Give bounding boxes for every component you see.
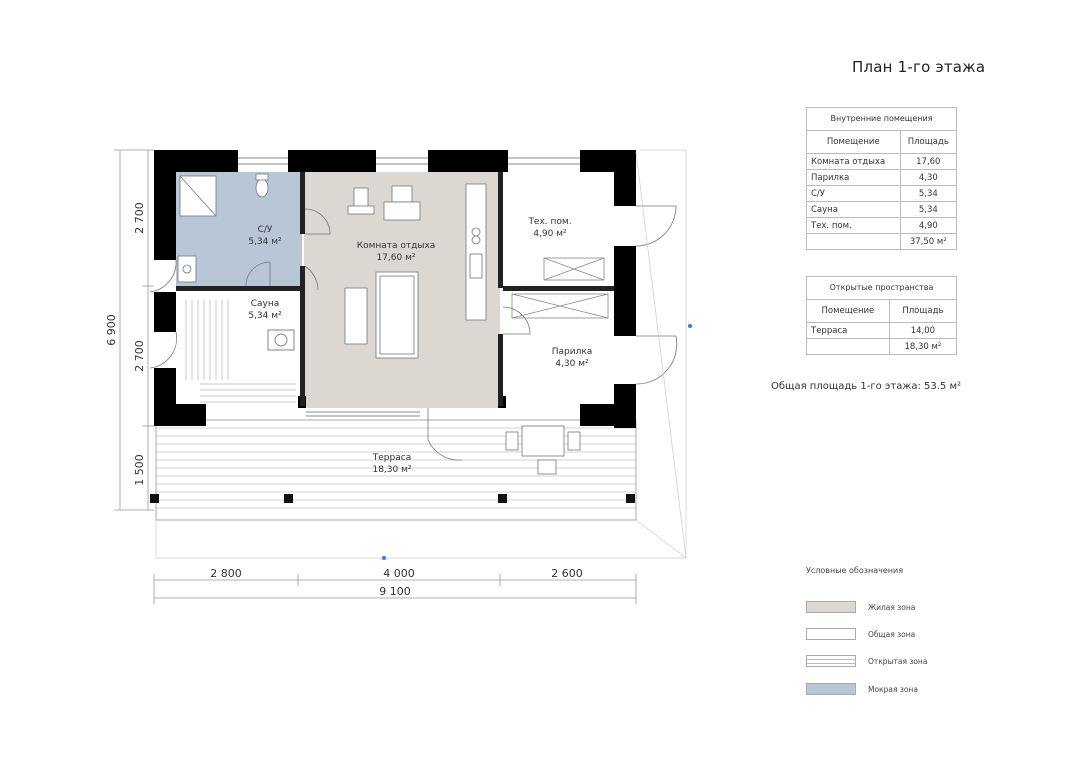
legend-label: Жилая зона xyxy=(868,602,916,612)
legend-swatch xyxy=(806,655,856,667)
legend-item-wet xyxy=(806,682,918,696)
room-label-bathroom: С/У xyxy=(257,225,273,235)
legend-swatch xyxy=(806,683,856,695)
dim-left-total: 6 900 xyxy=(105,314,118,346)
table-row xyxy=(807,186,957,202)
table-header: Помещение xyxy=(807,300,890,323)
room-label-steam: Парилка xyxy=(551,347,593,357)
table-row xyxy=(807,154,957,170)
legend-label: Мокрая зона xyxy=(868,684,918,694)
table-row xyxy=(807,170,957,186)
room-area-terrace: 18,30 м² xyxy=(372,465,412,475)
dim-left-1: 2 700 xyxy=(133,202,146,234)
table-row xyxy=(807,323,957,339)
dim-total-width: 9 100 xyxy=(379,585,411,598)
table-cell xyxy=(807,339,890,355)
marker-dot xyxy=(688,324,692,328)
inner-table-caption: Внутренние помещения xyxy=(806,107,957,130)
legend-item-open xyxy=(806,654,927,668)
table-header: Помещение xyxy=(807,131,901,154)
room-label-living: Комната отдыха xyxy=(356,241,436,251)
room-label-tech: Тех. пом. xyxy=(528,217,572,227)
table-cell: 4,90 xyxy=(900,218,956,234)
room-area-sauna: 5,34 м² xyxy=(248,311,282,321)
table-cell: 17,60 xyxy=(900,154,956,170)
table-header: Площадь xyxy=(900,131,956,154)
legend-item-living xyxy=(806,600,915,614)
table-total-row xyxy=(807,234,957,250)
room-area-tech: 4,90 м² xyxy=(533,229,567,239)
dim-left-3: 1 500 xyxy=(133,454,146,486)
open-spaces-table xyxy=(806,276,957,355)
table-cell: 5,34 xyxy=(900,202,956,218)
legend-title: Условные обозначения xyxy=(806,566,904,575)
legend-label: Общая зона xyxy=(868,629,916,639)
dim-bottom-3: 2 600 xyxy=(551,567,583,580)
table-cell: 14,00 xyxy=(889,323,956,339)
table-cell: Терраса xyxy=(807,323,890,339)
table-row xyxy=(807,218,957,234)
marker-dot xyxy=(382,556,386,560)
table-cell: С/У xyxy=(807,186,901,202)
table-cell: Сауна xyxy=(807,202,901,218)
table-cell: Комната отдыха xyxy=(807,154,901,170)
legend-swatch xyxy=(806,601,856,613)
table-row xyxy=(807,202,957,218)
sauna-stove xyxy=(268,330,294,350)
dim-bottom-2: 4 000 xyxy=(383,567,415,580)
terrace-table xyxy=(506,426,580,474)
table-cell: 5,34 xyxy=(900,186,956,202)
room-area-bathroom: 5,34 м² xyxy=(248,237,282,247)
table-header: Площадь xyxy=(889,300,956,323)
room-area-steam: 4,30 м² xyxy=(555,359,589,369)
room-label-sauna: Сауна xyxy=(250,299,280,309)
room-area-living: 17,60 м² xyxy=(376,253,416,263)
room-label-terrace: Терраса xyxy=(372,453,412,463)
table-cell: Тех. пом. xyxy=(807,218,901,234)
terrace-posts xyxy=(150,494,635,503)
table-total: 18,30 м² xyxy=(889,339,956,355)
open-table-caption: Открытые пространства xyxy=(806,276,957,299)
table-total-row xyxy=(807,339,957,355)
table-total: 37,50 м² xyxy=(900,234,956,250)
table-cell xyxy=(807,234,901,250)
table-cell: 4,30 xyxy=(900,170,956,186)
page-title: План 1-го этажа xyxy=(852,58,986,76)
legend-swatch xyxy=(806,628,856,640)
legend-label: Открытая зона xyxy=(868,656,928,666)
dim-bottom-1: 2 800 xyxy=(210,567,242,580)
table-cell: Парилка xyxy=(807,170,901,186)
inner-rooms-table xyxy=(806,107,957,250)
legend-item-common xyxy=(806,627,915,641)
dim-left-2: 2 700 xyxy=(133,340,146,372)
total-area: Общая площадь 1-го этажа: 53.5 м² xyxy=(771,381,962,392)
